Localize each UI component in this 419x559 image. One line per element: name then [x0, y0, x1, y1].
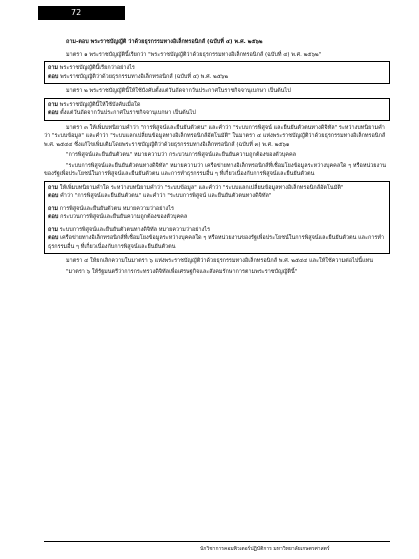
answer-label: ตอบ — [48, 73, 59, 80]
qa-answer — [48, 73, 386, 82]
answer-text: กระบวนการพิสูจน์และยืนยันความถูกต้องของตัวบุคคล — [60, 214, 188, 221]
question-text: ระบบการพิสูจน์และยืนยันตัวตนทางดิจิทัล หมายความว่าอย่างไร — [59, 226, 211, 233]
answer-text: ตั้งแต่วันถัดจากวันประกาศในราชกิจจานุเบกษา เป็นต้นไป — [60, 110, 196, 117]
question-label: ถาม — [48, 184, 59, 191]
section-4-para-1: มาตรา ๔ ให้ยกเลิกความในมาตรา ๖ แห่งพระราชบัญญัติว่าด้วยธุรกรรมทางอิเล็กทรอนิกส์ พ.ศ. ๒๕๔๔ และให้ใช้ความต่อไปนี้แทน — [66, 258, 373, 265]
question-text: พระราชบัญญัตินี้เรียกว่าอย่างไร — [59, 65, 135, 72]
answer-label: ตอบ — [48, 214, 59, 221]
question-label: ถาม — [48, 205, 59, 212]
section-3-para-1: มาตรา ๓ ให้เพิ่มบทนิยามคำว่า "การพิสูจน์และยืนยันตัวตน" และคำว่า "ระบบการพิสูจน์ และยืนยันตัวตนทางดิจิทัล" ระหว่างบทนิยามคำว่า "ระบบข้อมูล" และคำว่า "ระบบแลกเปลี่ยนข้อมูลทางอิเล็กทรอนิกส์อัตโนมัติ" ในมาตรา ๔ แห่งพระราชบัญญัติว่าด้วยธุรกรรมทางอิเล็กทรอนิกส์ พ.ศ. ๒๕๔๔ ซึ่งแก้ไขเพิ่มเติมโดยพระราชบัญญัติว่าด้วยธุรกรรมทางอิเล็กทรอนิกส์ (ฉบับที่ ๓) พ.ศ. ๒๕๖๑ — [44, 124, 386, 148]
qa-answer — [48, 234, 386, 251]
section-4-para-2: "มาตรา ๖ ให้รัฐมนตรีว่าการกระทรวงดิจิทัลเพื่อเศรษฐกิจและสังคมรักษาการตามพระราชบัญญัตินี้" — [66, 268, 298, 275]
answer-label: ตอบ — [48, 235, 59, 242]
section-3-para-3: "ระบบการพิสูจน์และยืนยันตัวตนทางดิจิทัล" หมายความว่า เครือข่ายทางอิเล็กทรอนิกส์ที่เชื่อมโยงข้อมูลระหว่างบุคคลใด ๆ หรือหน่วยงานของรัฐเพื่อประโยชน์ในการพิสูจน์และยืนยันตัวตน และการทำธุรกรรมอื่น ๆ ที่เกี่ยวเนื่องกับการพิสูจน์และยืนยันตัวตน — [44, 162, 387, 178]
question-label: ถาม — [48, 226, 59, 233]
section-2-qa-box — [44, 98, 390, 121]
question-text: การพิสูจน์และยืนยันตัวตน หมายความว่าอย่างไร — [59, 205, 174, 212]
qa-question — [48, 101, 386, 110]
answer-text: คำว่า "การพิสูจน์และยืนยันตัวตน" และคำว่า "ระบบการพิสูจน์ และยืนยันตัวตนทางดิจิทัล" — [60, 193, 272, 200]
section-1-qa-box — [44, 61, 390, 84]
section-3-qa-box — [44, 181, 390, 255]
qa-question — [48, 184, 386, 193]
question-text: พระราชบัญญัตินี้ให้ใช้บังคับเมื่อใด — [59, 101, 141, 108]
footer-divider — [44, 541, 390, 542]
qa-question — [48, 205, 386, 214]
section-2-text: มาตรา ๒ พระราชบัญญัตินี้ให้ใช้บังคับตั้งแต่วันถัดจากวันประกาศในราชกิจจานุเบกษา เป็นต้นไป — [66, 88, 291, 95]
answer-text: พระราชบัญญัติว่าด้วยธุรกรรมทางอิเล็กทรอนิกส์ (ฉบับที่ ๔) พ.ศ. ๒๕๖๒ — [60, 73, 229, 80]
page-number-bar — [38, 6, 125, 20]
question-label: ถาม — [48, 65, 59, 72]
qa-answer — [48, 213, 386, 222]
answer-label: ตอบ — [48, 110, 59, 117]
question-label: ถาม — [48, 101, 59, 108]
answer-text: เครือข่ายทางอิเล็กทรอนิกส์ที่เชื่อมโยงข้อมูลระหว่างบุคคลใด ๆ หรือหน่วยงานของรัฐเพื่อประโยชน์ในการพิสูจน์และยืนยันตัวตน และการทำธุรกรรมอื่น ๆ ที่เกี่ยวเนื่องกับการพิสูจน์และยืนยันตัวตน — [48, 235, 385, 250]
page-number: 72 — [71, 8, 82, 17]
answer-label: ตอบ — [48, 193, 59, 200]
qa-question — [48, 226, 386, 235]
document-body — [44, 38, 390, 278]
footer-text: นักวิชาการคอมพิวเตอร์ปฏิบัติการ มหาวิทยาลัยเกษตรศาสตร์ — [200, 546, 330, 552]
section-3-para-2: "การพิสูจน์และยืนยันตัวตน" หมายความว่า กระบวนการพิสูจน์และยืนยันความถูกต้องของตัวบุคคล — [66, 152, 297, 159]
section-1-text: มาตรา ๑ พระราชบัญญัตินี้เรียกว่า "พระราชบัญญัติว่าด้วยธุรกรรมทางอิเล็กทรอนิกส์ (ฉบับที่ ๔) พ.ศ. ๒๕๖๒" — [66, 51, 322, 58]
document-title: ถาม-ตอบ พระราชบัญญัติ ว่าด้วยธุรกรรมทางอิเล็กทรอนิกส์ (ฉบับที่ ๔) พ.ศ. ๒๕๖๒ — [66, 39, 263, 45]
qa-answer — [48, 109, 386, 118]
qa-answer — [48, 192, 386, 201]
qa-question — [48, 64, 386, 73]
question-text: ให้เพิ่มบทนิยามคำใด ระหว่างบทนิยามคำว่า "ระบบข้อมูล" และคำว่า "ระบบแลกเปลี่ยนข้อมูลทางอิเล็กทรอนิกส์อัตโนมัติ" — [59, 184, 344, 191]
